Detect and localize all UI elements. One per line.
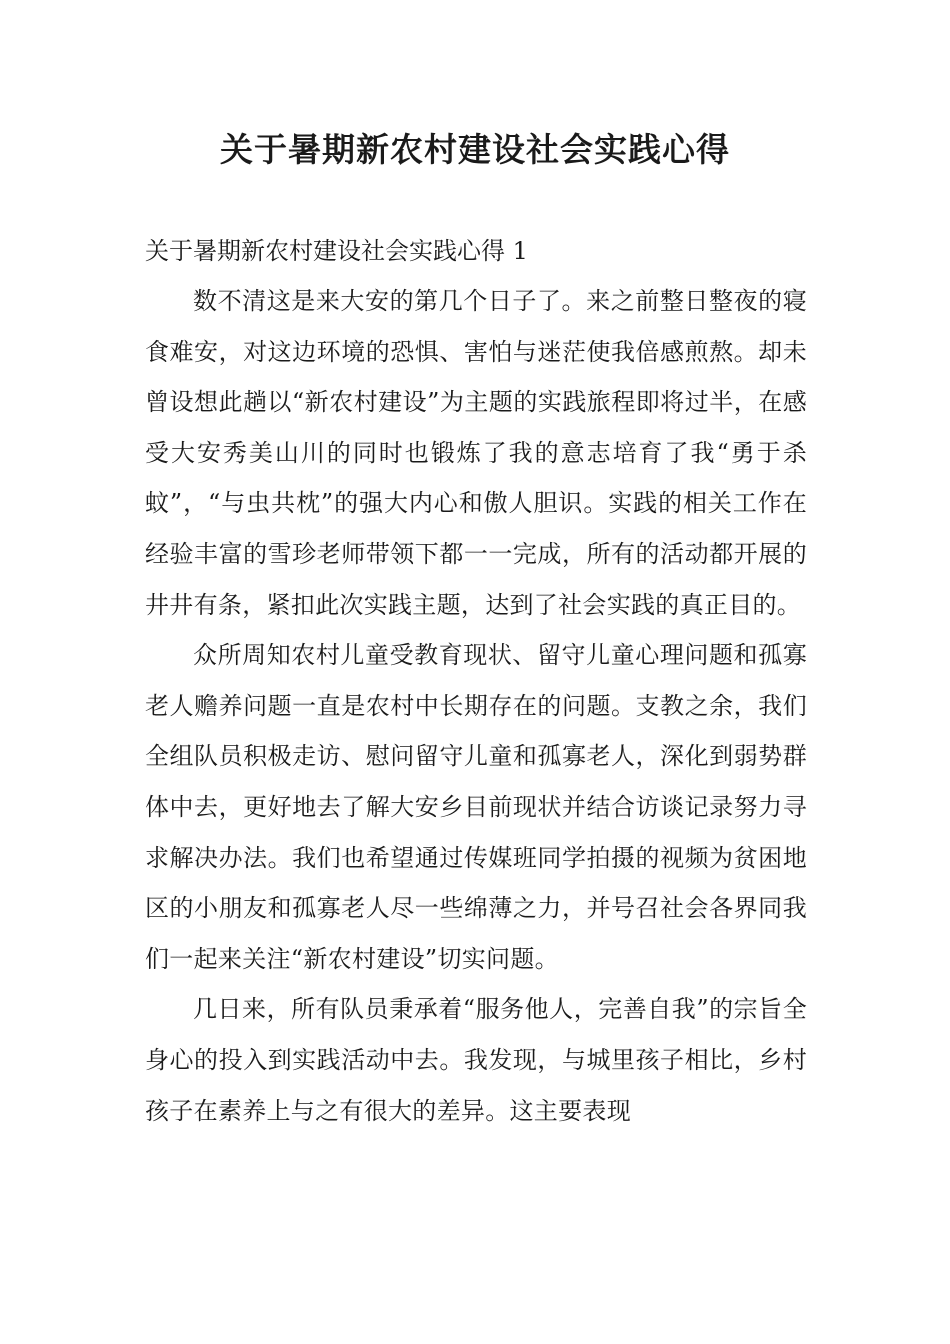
document-title: 关于暑期新农村建设社会实践心得 [220, 130, 730, 169]
document-body [145, 226, 807, 1136]
paragraph-2: 众所周知农村儿童受教育现状、留守儿童心理问题和孤寡老人赡养问题一直是农村中长期存在的问题。支教之余，我们全组队员积极走访、慰问留守儿童和孤寡老人，深化到弱势群体中去，更好地去了解大安乡目前现状并结合访谈记录努力寻求解决办法。我们也希望通过传媒班同学拍摄的视频为贫困地区的小朋友和孤寡老人尽一些绵薄之力，并号召社会各界同我们一起来关注“新农村建设”切实问题。 [145, 641, 807, 973]
paragraph-3: 几日来，所有队员秉承着“服务他人，完善自我”的宗旨全身心的投入到实践活动中去。我发现，与城里孩子相比，乡村孩子在素养上与之有很大的差异。这主要表现 [145, 995, 807, 1125]
section-heading: 关于暑期新农村建设社会实践心得 1 [145, 237, 528, 265]
paragraph-1: 数不清这是来大安的第几个日子了。来之前整日整夜的寝食难安，对这边环境的恐惧、害怕与迷茫使我倍感煎熬。却未曾设想此趟以“新农村建设”为主题的实践旅程即将过半，在感受大安秀美山川的同时也锻炼了我的意志培育了我“勇于杀蚊”，“与虫共枕”的强大内心和傲人胆识。实践的相关工作在经验丰富的雪珍老师带领下都一一完成，所有的活动都开展的井井有条，紧扣此次实践主题，达到了社会实践的真正目的。 [145, 287, 807, 619]
